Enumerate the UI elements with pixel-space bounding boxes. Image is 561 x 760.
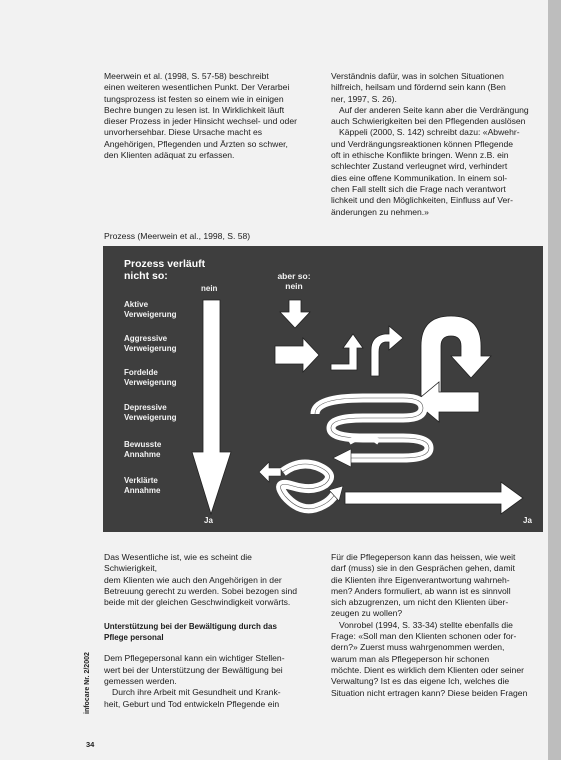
spiral-upper-head (333, 449, 351, 467)
stage-label-line: Verweigerung (124, 343, 177, 353)
stage-label-line: Annahme (124, 449, 161, 459)
text-line: möchte. Dient es wirklich dem Klienten oder seiner (331, 664, 524, 675)
stage-label-line: Depressive (124, 403, 167, 412)
stage-label-line: Bewusste (124, 440, 162, 449)
text-column-bottom-right (331, 552, 539, 699)
text-line: beide mit der gleichen Geschwindigkeit vorwärts. (104, 597, 291, 608)
stage-label-6 (124, 476, 160, 495)
stage-label-3 (124, 368, 176, 387)
column-label-line: aber so: (277, 271, 311, 281)
figure-title-line: nicht so: (124, 270, 168, 282)
text-line: dieser Prozess in jeder Hinsicht wechsel- und oder (104, 116, 297, 127)
page-edge-shadow (548, 0, 561, 760)
right-arrow (275, 338, 319, 372)
straight-down-arrow (192, 300, 231, 514)
text-line: lichkeit und den Möglichkeiten, Einfluss auf Ver- (331, 195, 513, 206)
column-label-left: nein (201, 284, 218, 293)
stage-label-line: Verweigerung (124, 309, 177, 319)
u-turn-arrow (421, 316, 491, 396)
text-line: gemessen werden. (104, 676, 177, 687)
text-line: Vonrobel (1994, S. 33-34) stellte ebenfalls die (339, 619, 513, 630)
text-line: ner, 1997, S. 26). (331, 93, 397, 104)
text-line: auch Schwierigkeiten bei den Pflegenden auslösen (331, 116, 526, 127)
text-line: men? Anders formuliert, ab wann ist es sinnvoll (331, 585, 511, 596)
text-line: Das Wesentliche ist, wie es scheint die Schwierigkeit, (104, 552, 252, 574)
text-line: unvorhersehbar. Diese Ursache macht es (104, 127, 263, 138)
turn-up-arrow (331, 334, 363, 370)
text-column-top-right (331, 71, 539, 218)
text-line: Bechre bungen zu lesen ist. In Wirklichkeit läuft (104, 104, 285, 115)
text-line: Angehörigen, Pflegenden und Ärzten so schwer, (104, 138, 288, 149)
text-line: dem Klienten wie auch den Angehörigen in der (104, 574, 282, 585)
stage-label-4 (124, 403, 176, 422)
text-line: wert bei der Unterstützung der Bewältigung bei (104, 664, 283, 675)
text-line: die Klienten ihre Eigenverantwortung wahrneh- (331, 574, 510, 585)
spiral-lower (281, 464, 336, 509)
figure-title-line: Prozess verläuft (124, 258, 206, 270)
text-line: warum man als Pflegeperson hir schonen (331, 653, 490, 664)
stage-label-line: Annahme (124, 485, 161, 495)
text-line: Für die Pflegeperson kann das heissen, wie weit (331, 552, 516, 562)
section-subheading: Unterstützung bei der Bewältigung durch das Pflege personal (104, 622, 277, 642)
text-line: Frage: «Soll man den Klienten schonen oder for- (331, 631, 517, 642)
journal-issue-label: infocare Nr. 2/2002 (84, 652, 91, 714)
stage-label-line: Aktive (124, 300, 149, 309)
text-line: Betreuung gerecht zu werden. Sobei bezogen sind (104, 585, 298, 596)
text-line: schlechter Zustand verleugnet wird, verhindert (331, 161, 508, 172)
text-line: einen weiteren wesentlichen Punkt. Der Verarbei (104, 82, 290, 93)
small-curve-arrow (259, 462, 281, 482)
text-line: sich abzugrenzen, um nicht den Klienten über- (331, 597, 509, 608)
stage-label-5 (124, 440, 161, 459)
text-line: dies eine offene Kommunikation. In einem sol- (331, 172, 508, 183)
stage-label-line: Verweigerung (124, 377, 177, 387)
bottom-label-right: Ja (523, 516, 532, 525)
stage-label-line: Verweigerung (124, 412, 177, 422)
text-column-top-left (104, 71, 300, 161)
text-line: den Klienten adäquat zu erfassen. (104, 150, 235, 161)
stage-label-line: Verklärte (124, 476, 158, 485)
text-line: Käppeli (2000, S. 142) schreibt dazu: «Abwehr- (339, 127, 520, 138)
text-line: Dem Pflegepersonal kann ein wichtiger Stellen- (104, 653, 285, 664)
stage-label-2 (124, 334, 176, 353)
text-line: chen Fall stellt sich die Frage nach verantwort (331, 183, 506, 194)
column-label-line: nein (285, 280, 303, 291)
column-label-right (274, 272, 314, 291)
page-number: 34 (86, 740, 95, 749)
text-line: und Verdrängungsreaktionen können Pflegende (331, 138, 514, 149)
text-line: änderungen zu nehmen.» (331, 206, 429, 217)
curve-up-right-arrow (371, 326, 403, 376)
short-down-arrow (280, 300, 310, 328)
process-figure (103, 246, 543, 532)
figure-caption: Prozess (Meerwein et al., 1998, S. 58) (104, 231, 251, 241)
spiral-upper (315, 398, 429, 458)
final-right-arrow (345, 482, 523, 514)
text-line: darf (muss) sie in den Gesprächen gehen, damit (331, 563, 515, 574)
text-line: dern?» Zuerst muss wahrgenommen werden, (331, 642, 505, 653)
text-line: oft in ethische Konflikte bringen. Wenn z.B. ein (331, 150, 509, 161)
text-line: Verständnis dafür, was in solchen Situationen (331, 71, 504, 81)
text-line: Verwaltung? Ist es das eigene Ich, welches die (331, 676, 510, 687)
text-line: Meerwein et al. (1998, S. 57-58) beschreibt (104, 71, 269, 81)
text-line: Situation nicht ertragen kann? Diese beiden Fragen (331, 687, 528, 698)
text-line: Auf der anderen Seite kann aber die Verdrängung (339, 104, 529, 115)
stage-label-line: Aggressive (124, 334, 168, 343)
process-arrows-graphic (103, 246, 543, 532)
text-line: zeugen zu wollen? (331, 608, 403, 619)
text-line: heit, Geburt und Tod entwickeln Pflegende ein (104, 698, 280, 709)
bottom-label-left: Ja (204, 516, 213, 525)
figure-title (124, 258, 234, 282)
text-column-bottom-left (104, 552, 300, 710)
text-line: Durch ihre Arbeit mit Gesundheit und Krank- (112, 687, 281, 698)
stage-label-1 (124, 300, 176, 319)
text-line: tungsprozess ist festen so einem wie in einigen (104, 93, 284, 104)
stage-label-line: Fordelde (124, 368, 158, 377)
text-line: hilfreich, heilsam und fördernd sein kann (Ben (331, 82, 506, 93)
